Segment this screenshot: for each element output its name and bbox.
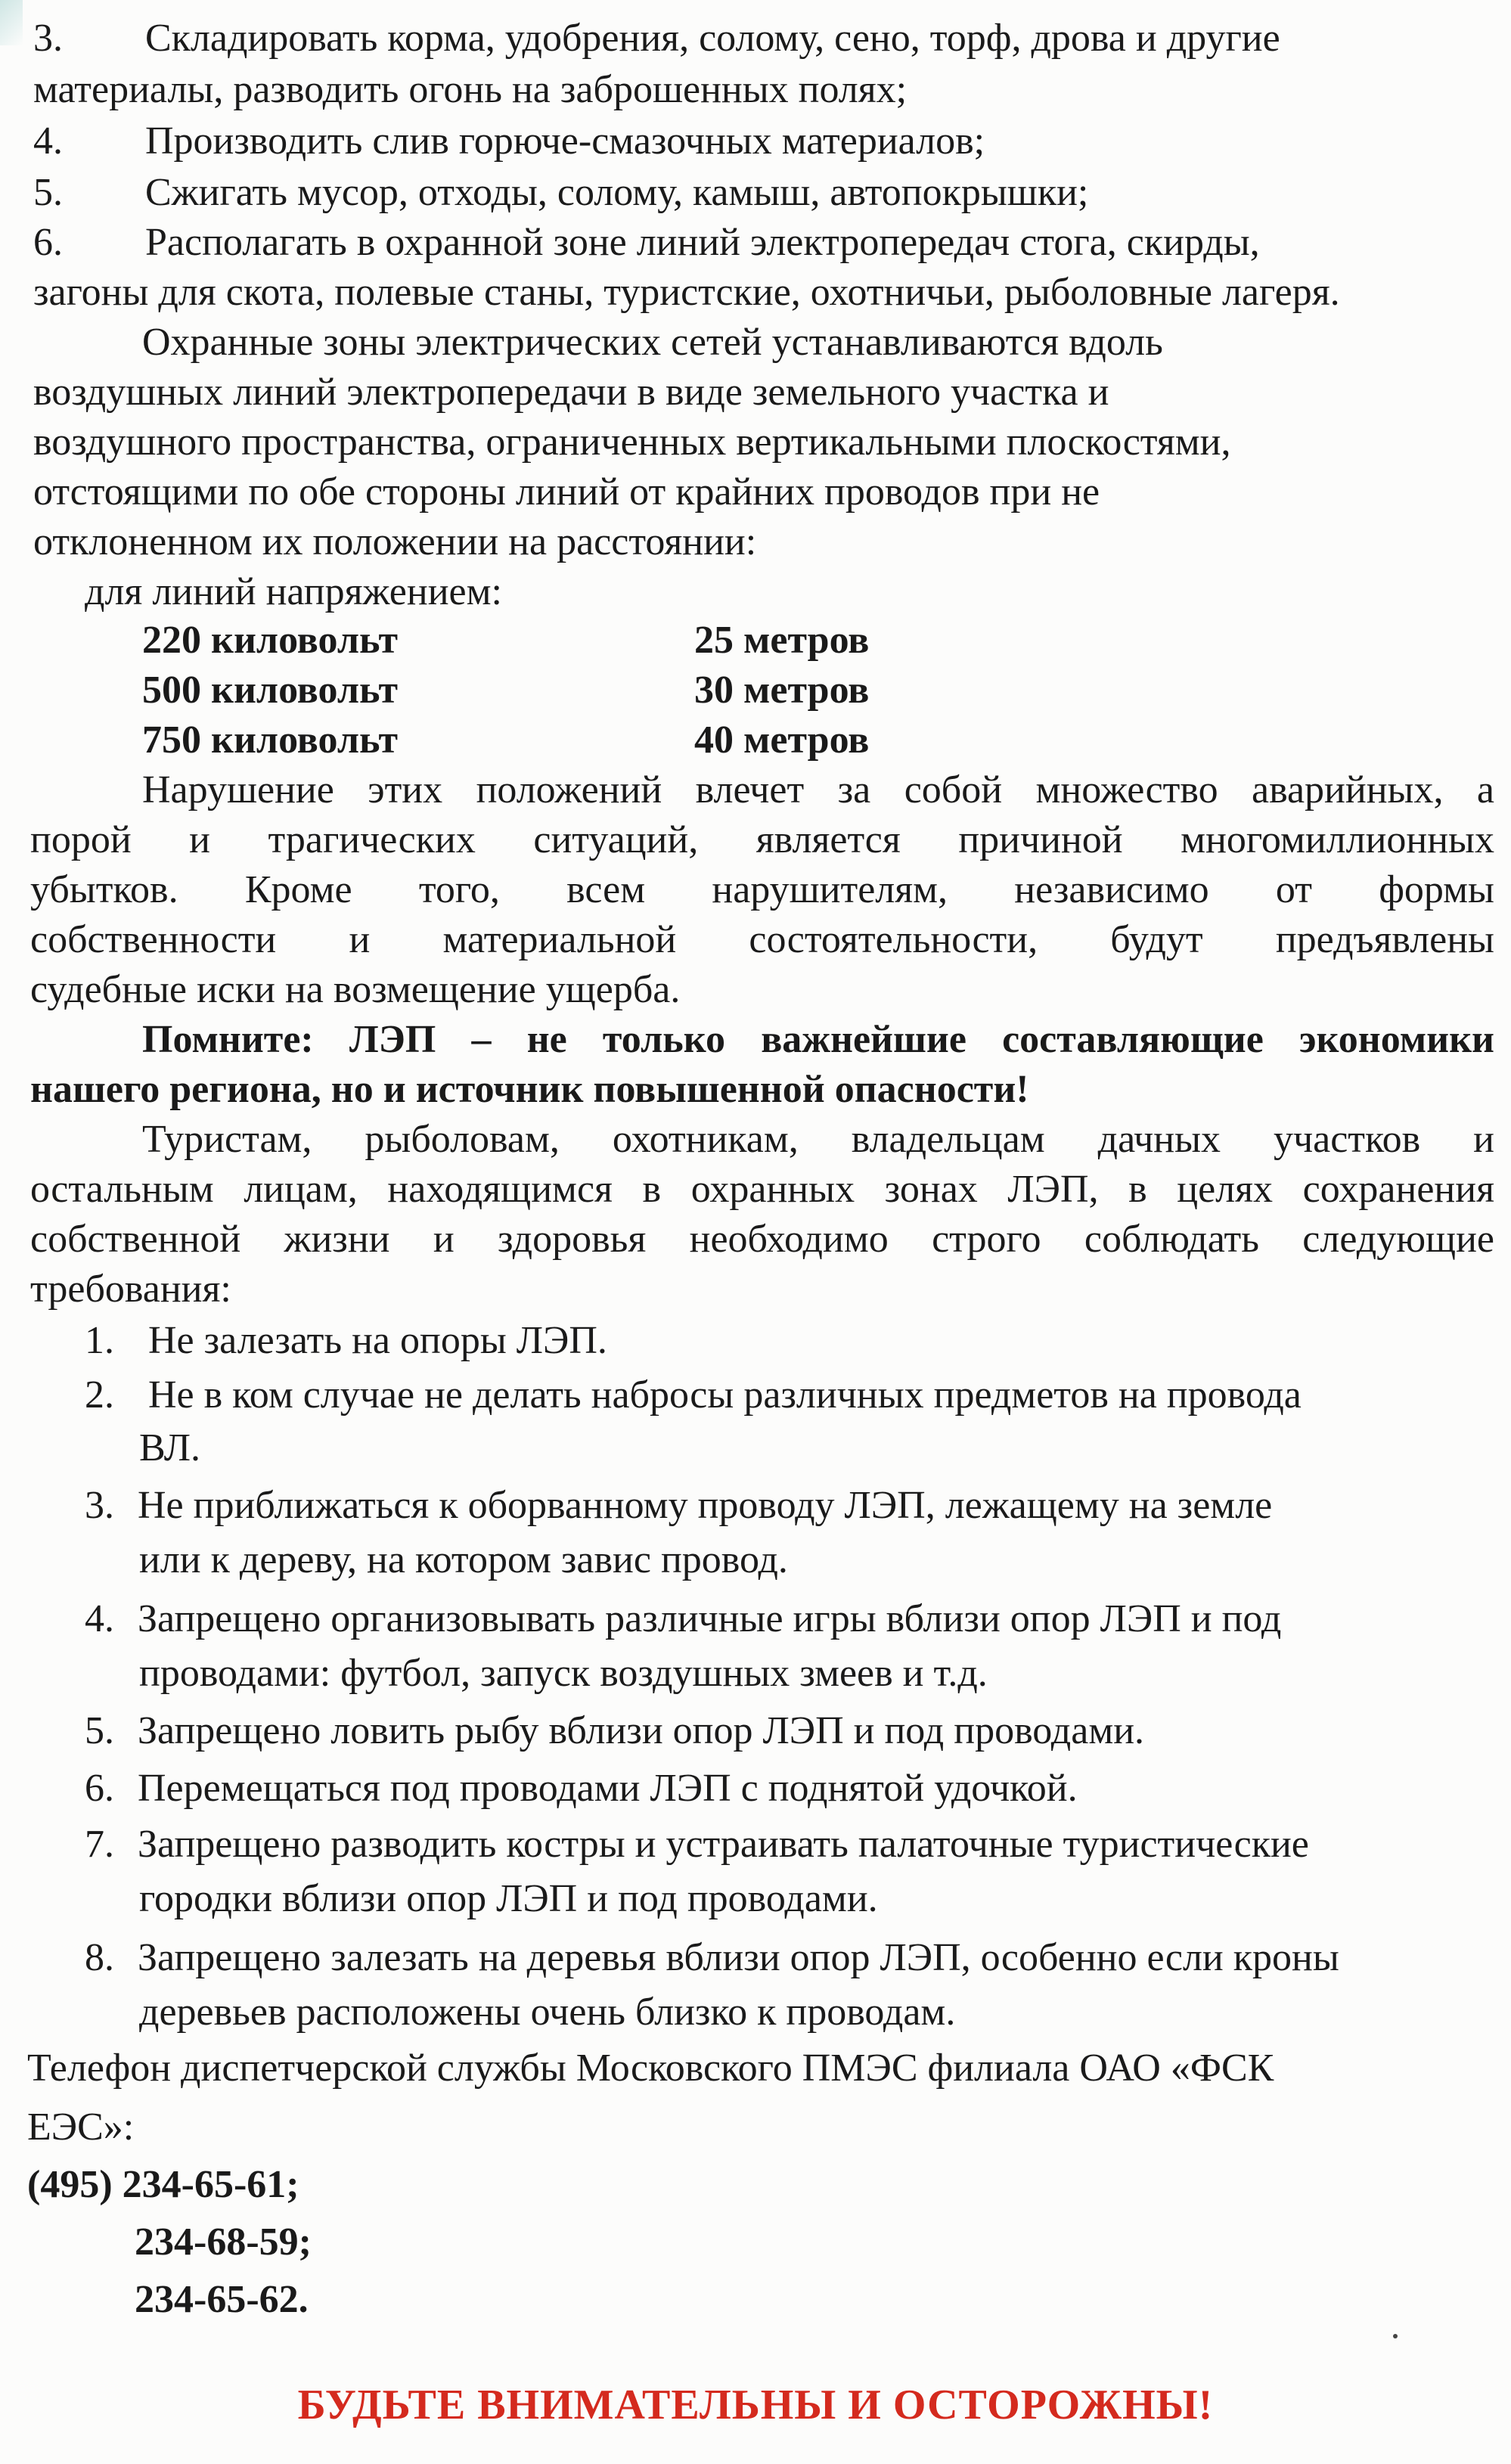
requirements-intro-line-4: требования: [30, 1268, 231, 1311]
req-num-6: 6. [85, 1767, 114, 1810]
top-list-item-5: Сжигать мусор, отходы, солому, камыш, автопокрышки; [145, 171, 1089, 214]
violation-line-4: собственности и материальной состоятельности, будут предъявлены [30, 918, 1494, 961]
zones-intro: для линий напряжением: [85, 570, 502, 613]
req-item-2-line2: ВЛ. [139, 1426, 200, 1469]
distance-500: 30 метров [694, 669, 870, 712]
violation-line-5: судебные иски на возмещение ущерба. [30, 968, 681, 1011]
req-num-3: 3. [85, 1484, 114, 1527]
zones-line-4: отстоящими по обе стороны линий от крайних проводов при не [33, 470, 1100, 514]
zones-line-5: отклоненном их положении на расстоянии: [33, 520, 757, 563]
requirements-intro-line-1: Туристам, рыболовам, охотникам, владельцам дачных участков и [142, 1118, 1494, 1161]
scan-speck [1393, 2334, 1398, 2338]
violation-line-3: убытков. Кроме того, всем нарушителям, независимо от формы [30, 868, 1494, 911]
top-list-num-3: 3. [33, 17, 63, 60]
top-list-num-4: 4. [33, 119, 63, 163]
zones-line-3: воздушного пространства, ограниченных вертикальными плоскостями, [33, 420, 1231, 464]
requirements-intro-line-3: собственной жизни и здоровья необходимо строго соблюдать следующие [30, 1218, 1494, 1261]
req-num-1: 1. [85, 1319, 114, 1362]
top-list-item-6-line2: загоны для скота, полевые станы, туристские, охотничьи, рыболовные лагеря. [33, 271, 1340, 314]
req-item-1: Не залезать на опоры ЛЭП. [148, 1319, 607, 1362]
req-num-4: 4. [85, 1597, 114, 1640]
final-warning: БУДЬТЕ ВНИМАТЕЛЬНЫ И ОСТОРОЖНЫ! [297, 2382, 1214, 2428]
requirements-intro-line-2: остальным лицам, находящимся в охранных зонах ЛЭП, в целях сохранения [30, 1168, 1494, 1211]
voltage-500: 500 киловольт [142, 669, 399, 712]
distance-750: 40 метров [694, 718, 870, 762]
req-num-8: 8. [85, 1936, 114, 1979]
req-num-7: 7. [85, 1823, 114, 1866]
violation-line-2: порой и трагических ситуаций, является причиной многомиллионных [30, 818, 1494, 861]
top-list-item-4: Производить слив горюче-смазочных материалов; [145, 119, 985, 163]
req-item-4-line2: проводами: футбол, запуск воздушных змеев и т.д. [139, 1652, 988, 1695]
distance-220: 25 метров [694, 619, 870, 662]
phone-number-3: 234-65-62. [135, 2278, 309, 2321]
req-item-3-line2: или к дереву, на котором завис провод. [139, 1538, 788, 1581]
req-item-7-line2: городки вблизи опор ЛЭП и под проводами. [139, 1877, 878, 1920]
voltage-220: 220 киловольт [142, 619, 399, 662]
req-item-8-line2: деревьев расположены очень близко к проводам. [139, 1991, 956, 2034]
top-list-num-5: 5. [33, 171, 63, 214]
violation-line-1: Нарушение этих положений влечет за собой множество аварийных, а [142, 768, 1494, 812]
req-num-2: 2. [85, 1373, 114, 1417]
remember-line-1: Помните: ЛЭП – не только важнейшие составляющие экономики [142, 1018, 1494, 1061]
req-item-8-line1: Запрещено залезать на деревья вблизи опор ЛЭП, особенно если кроны [138, 1936, 1339, 1979]
req-item-7-line1: Запрещено разводить костры и устраивать палаточные туристические [138, 1823, 1309, 1866]
zones-line-2: воздушных линий электропередачи в виде земельного участка и [33, 371, 1109, 414]
req-item-4-line1: Запрещено организовывать различные игры вблизи опор ЛЭП и под [138, 1597, 1282, 1640]
req-num-5: 5. [85, 1709, 114, 1752]
voltage-750: 750 киловольт [142, 718, 399, 762]
zones-line-1: Охранные зоны электрических сетей устанавливаются вдоль [142, 321, 1163, 364]
req-item-2-line1: Не в ком случае не делать набросы различных предметов на провода [148, 1373, 1302, 1417]
top-list-item-6-line1: Располагать в охранной зоне линий электропередач стога, скирды, [145, 221, 1260, 264]
scan-edge-mark [0, 0, 23, 45]
req-item-5: Запрещено ловить рыбу вблизи опор ЛЭП и под проводами. [138, 1709, 1145, 1752]
req-item-3-line1: Не приближаться к оборванному проводу ЛЭП, лежащему на земле [138, 1484, 1273, 1527]
phone-number-1: (495) 234-65-61; [27, 2163, 299, 2206]
remember-line-2: нашего региона, но и источник повышенной опасности! [30, 1068, 1029, 1111]
phone-caption-line-1: Телефон диспетчерской службы Московского ПМЭС филиала ОАО «ФСК [27, 2047, 1274, 2090]
top-list-item-3-line2: материалы, разводить огонь на заброшенных полях; [33, 68, 908, 111]
top-list-item-3-line1: Складировать корма, удобрения, солому, сено, торф, дрова и другие [145, 17, 1280, 60]
top-list-num-6: 6. [33, 221, 63, 264]
phone-number-2: 234-68-59; [135, 2220, 312, 2264]
phone-caption-line-2: ЕЭС»: [27, 2106, 135, 2149]
req-item-6: Перемещаться под проводами ЛЭП с поднятой удочкой. [138, 1767, 1078, 1810]
